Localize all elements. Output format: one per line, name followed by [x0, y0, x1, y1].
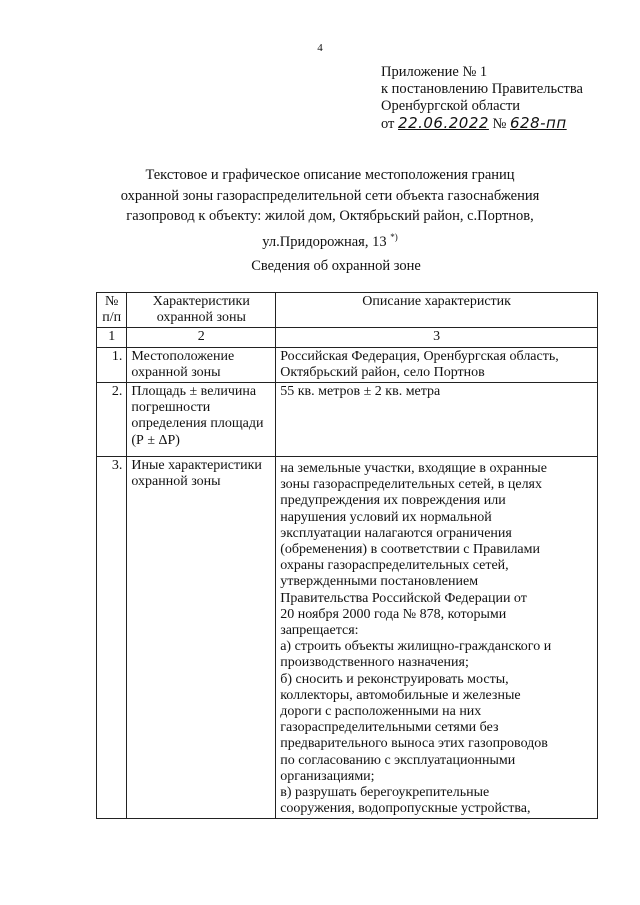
page-number: 4: [317, 42, 323, 54]
table-row: [97, 457, 598, 819]
appendix-region: Оренбургской области: [381, 98, 521, 114]
description-line: 20 ноября 2000 года № 878, которыми: [280, 606, 507, 622]
date-prefix: от: [381, 116, 395, 132]
description-line: на земельные участки, входящие в охранные: [280, 461, 547, 477]
description-line: дороги с расположенными на них: [280, 704, 482, 720]
title-line: охранной зоны газораспределительной сети объекта газоснабжения: [120, 187, 540, 204]
description-line: охраны газораспределительных сетей,: [280, 558, 509, 574]
handwritten-number: 628-пп: [510, 114, 567, 132]
description-line: запрещается:: [280, 623, 359, 639]
title-line: [110, 227, 550, 252]
protection-zone-table: [96, 292, 598, 819]
section-subtitle: Сведения об охранной зоне: [251, 258, 421, 274]
table-row: [97, 347, 598, 382]
row-characteristic: Площадь ± величина погрешности определения площади (Р ± ΔР): [127, 383, 276, 457]
title-address: ул.Придорожная, 13: [262, 233, 387, 250]
row-number: 1.: [97, 347, 127, 382]
description-line: утвержденными постановлением: [280, 574, 479, 590]
description-line: предварительного выноса этих газопроводов: [280, 736, 548, 752]
number-sign: №: [492, 116, 507, 132]
appendix-date-line: [381, 115, 583, 133]
row-number: 2.: [97, 383, 127, 457]
column-number-row: [97, 328, 598, 347]
header-description: Описание характеристик: [276, 293, 598, 328]
description-line: 55 кв. метров ± 2 кв. метра: [280, 384, 441, 400]
description-line: по согласованию с эксплуатационными: [280, 752, 516, 768]
table-header-row: [97, 293, 598, 328]
description-line: Российская Федерация, Оренбургская область,: [280, 348, 559, 364]
column-number: 3: [276, 328, 598, 347]
description-line: а) строить объекты жилищно-гражданского и: [280, 639, 552, 655]
description-line: предупреждения их повреждения или: [280, 493, 506, 509]
description-line: коллекторы, автомобильные и железные: [280, 687, 521, 703]
handwritten-date: 22.06.2022: [398, 114, 489, 132]
title-line: газопровод к объекту: жилой дом, Октябрьский район, с.Портнов,: [126, 208, 534, 224]
description-line: зоны газораспределительных сетей, в целях: [280, 477, 543, 493]
title-line: Текстовое и графическое описание местоположения границ: [145, 167, 515, 183]
row-description: [276, 347, 598, 382]
description-line: Правительства Российской Федерации от: [280, 590, 527, 606]
description-line: Октябрьский район, село Портнов: [280, 364, 485, 380]
description-line: сооружения, водопропускные устройства,: [280, 801, 531, 817]
column-number: 2: [127, 328, 276, 347]
table-row: [97, 383, 598, 457]
description-line: производственного назначения;: [280, 655, 469, 671]
column-number: 1: [97, 328, 127, 347]
footnote-marker: *): [390, 231, 398, 242]
row-description: [276, 383, 598, 457]
description-line: б) сносить и реконструировать мосты,: [280, 671, 509, 687]
header-characteristic: Характеристики охранной зоны: [127, 293, 276, 328]
document-title: [110, 165, 550, 252]
description-line: в) разрушать берегоукрепительные: [280, 785, 490, 801]
appendix-title: Приложение № 1: [381, 64, 488, 80]
appendix-header: [381, 64, 583, 133]
row-description: [276, 457, 598, 819]
appendix-reference: к постановлению Правительства: [381, 81, 583, 97]
description-line: эксплуатации налагаются ограничения: [280, 525, 512, 541]
description-line: нарушения условий их нормальной: [280, 509, 492, 525]
description-line: (обременения) в соответствии с Правилами: [280, 542, 540, 558]
row-characteristic: Местоположение охранной зоны: [127, 347, 276, 382]
description-line: организациями;: [280, 768, 375, 784]
row-characteristic: Иные характеристики охранной зоны: [127, 457, 276, 819]
header-num: № п/п: [97, 293, 127, 328]
description-line: газораспределительными сетями без: [280, 720, 499, 736]
row-number: 3.: [97, 457, 127, 819]
